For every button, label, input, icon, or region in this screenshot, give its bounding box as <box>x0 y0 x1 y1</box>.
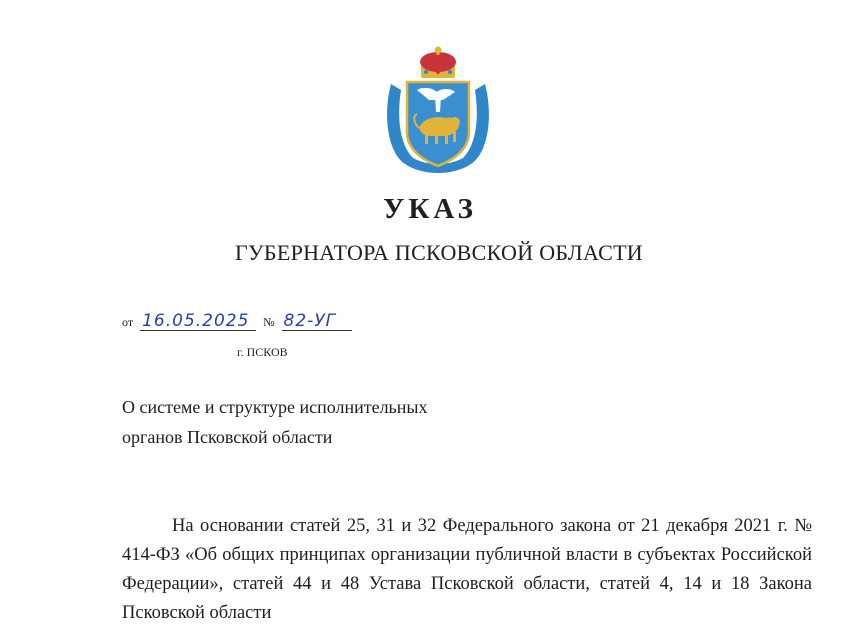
decree-issuer: ГУБЕРНАТОРА ПСКОВСКОЙ ОБЛАСТИ <box>235 240 643 265</box>
body-paragraph: На основании статей 25, 31 и 32 Федерального закона от 21 декабря 2021 г. № 414-ФЗ «Об общих принципах организации публичной власти в субъектах Российской Федерации», статей 44 и 48 Устава Псковской области, статей 4, 14 и 18 Закона Псковской области <box>122 516 812 623</box>
date-prefix: от <box>122 315 134 329</box>
subject-line-1: О системе и структуре исполнительных <box>122 397 428 417</box>
decree-title: УКАЗ <box>383 193 477 225</box>
number-prefix: № <box>263 315 275 329</box>
pskov-coat-of-arms-icon <box>383 44 493 178</box>
handwritten-date: 16.05.2025 <box>140 312 256 331</box>
decree-body <box>122 512 812 628</box>
decree-subject <box>122 392 542 452</box>
handwritten-number: 82-УГ <box>282 312 352 331</box>
dateline <box>122 312 352 331</box>
subject-line-2: органов Псковской области <box>122 427 333 447</box>
city: г. ПСКОВ <box>237 345 288 359</box>
